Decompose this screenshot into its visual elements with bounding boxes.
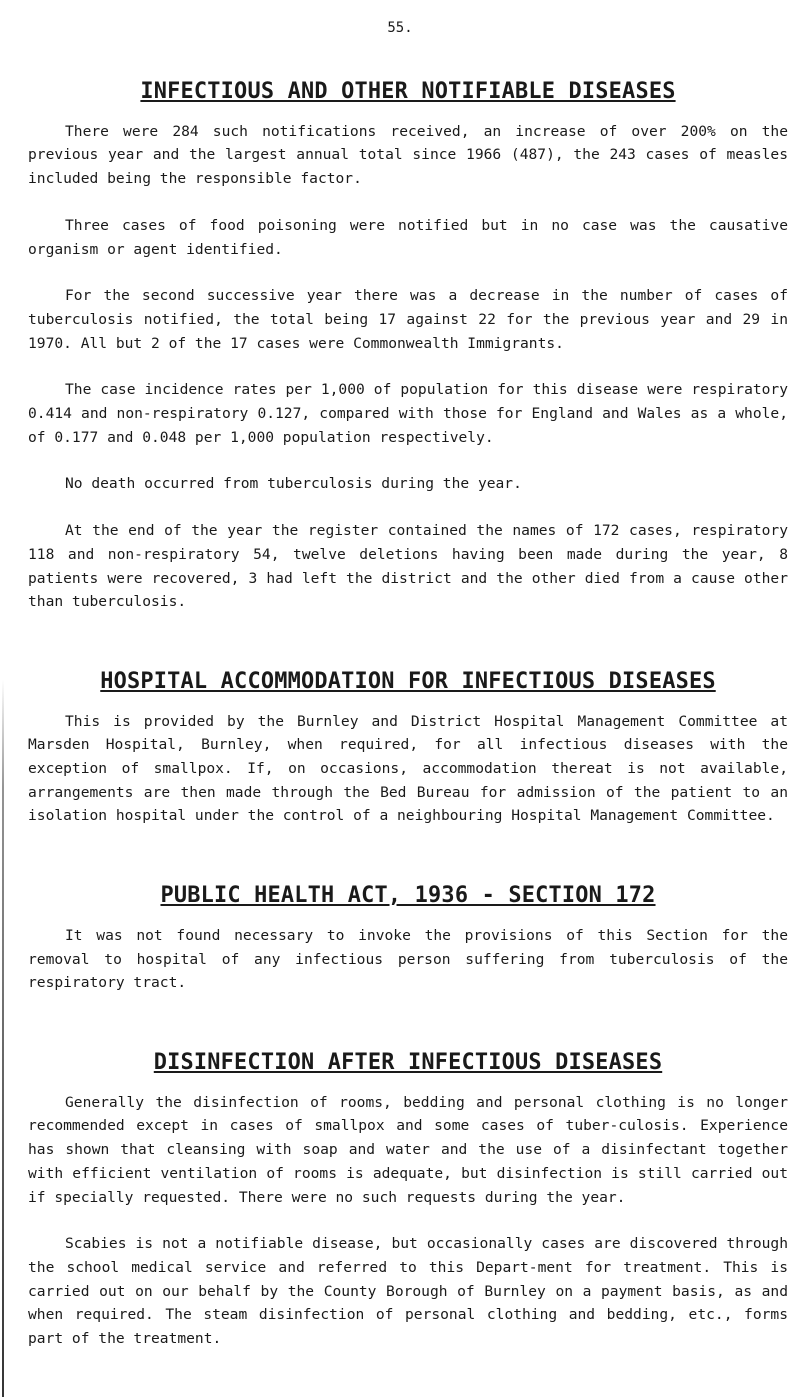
- section-heading-infectious-diseases: INFECTIOUS AND OTHER NOTIFIABLE DISEASES: [140, 79, 676, 104]
- paragraph-food-poisoning: Three cases of food poisoning were notified but in no case was the causative organism or agent identified.: [28, 216, 788, 258]
- paragraph-scabies: Scabies is not a notifiable disease, but occasionally cases are discovered through the school medical service and referred to this Depart-ment for treatment. This is carried out on our behalf by the County Borough of Burnley on a payment basis, as and when required. The steam disinfection of personal clothing and bedding, etc., forms part of the treatment.: [28, 1235, 788, 1348]
- section-heading-hospital-accommodation: HOSPITAL ACCOMMODATION FOR INFECTIOUS DISEASES: [100, 668, 716, 694]
- paragraph-notifications: There were 284 such notifications received, an increase of over 200% on the previous year and the largest annual total since 1966 (487), the 243 cases of measles included being the responsible factor.: [28, 122, 788, 188]
- document-body: [28, 80, 788, 1351]
- paragraph-section-172: It was not found necessary to invoke the provisions of this Section for the removal to hospital of any infectious person suffering from tuberculosis of the respiratory tract.: [28, 926, 788, 992]
- scan-edge-shadow: [2, 680, 4, 1397]
- page-number: 55.: [387, 20, 413, 36]
- paragraph-tuberculosis-decrease: For the second successive year there was a decrease in the number of cases of tuberculosis notified, the total being 17 against 22 for the previous year and 29 in 1970. All but 2 of the 17 cases were Commonwealth Immigrants.: [28, 287, 788, 352]
- paragraph-register: At the end of the year the register contained the names of 172 cases, respiratory 118 and non-respiratory 54, twelve deletions having been made during the year, 8 patients were recovered, 3 had left the district and the other died from a cause other than tuberculosis.: [28, 522, 788, 611]
- section-heading-disinfection: DISINFECTION AFTER INFECTIOUS DISEASES: [153, 1049, 663, 1075]
- paragraph-disinfection: Generally the disinfection of rooms, bedding and personal clothing is no longer recommended except in cases of smallpox and some cases of tuber-culosis. Experience has shown that cleansing with soap and water and the use of a disinfectant together with efficient ventilation of rooms is adequate, but disinfection is still carried out if specially requested. There were no such requests during the year.: [28, 1093, 788, 1206]
- paragraph-incidence-rates: The case incidence rates per 1,000 of population for this disease were respiratory 0.414 and non-respiratory 0.127, compared with those for England and Wales as a whole, of 0.177 and 0.048 per 1,000 population respectively.: [28, 381, 788, 446]
- paragraph-no-death: No death occurred from tuberculosis during the year.: [65, 475, 522, 493]
- paragraph-hospital-provision: This is provided by the Burnley and District Hospital Management Committee at Marsden Hospital, Burnley, when required, for all infectious diseases with the exception of smallpox. If, on occasions, accommodation thereat is not available, arrangements are then made through the Bed Bureau for admission of the patient to an isolation hospital under the control of a neighbouring Hospital Management Committee.: [28, 712, 788, 825]
- section-heading-public-health-act: PUBLIC HEALTH ACT, 1936 - SECTION 172: [160, 883, 656, 909]
